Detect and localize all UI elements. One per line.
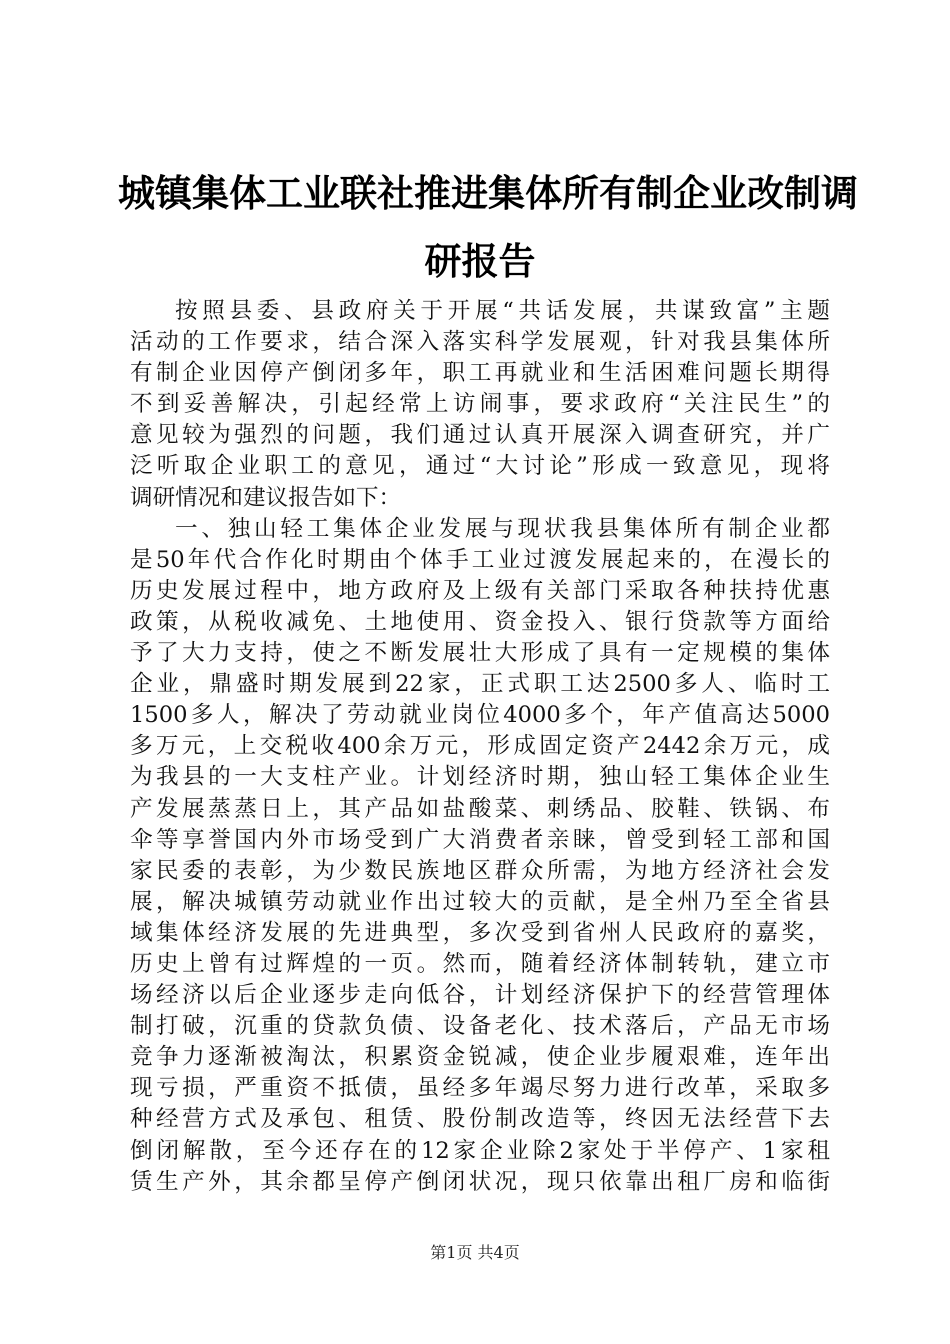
text-line: 展，解决城镇劳动就业作出过较大的贡献，是全州乃至全省县 (130, 888, 830, 915)
page-number-footer: 第1页 共4页 (430, 1243, 520, 1262)
text-line: 产发展蒸蒸日上，其产品如盐酸菜、刺绣品、胶鞋、铁锅、布 (130, 795, 830, 822)
text-line: 不到妥善解决，引起经常上访闹事，要求政府“关注民生”的 (130, 391, 830, 418)
text-line: 有制企业因停产倒闭多年，职工再就业和生活困难问题长期得 (130, 360, 830, 387)
text-line: 一、独山轻工集体企业发展与现状我县集体所有制企业都 (175, 515, 830, 542)
text-line: 域集体经济发展的先进典型，多次受到省州人民政府的嘉奖， (130, 919, 830, 946)
text-line: 予了大力支持，使之不断发展壮大形成了具有一定规模的集体 (130, 640, 830, 667)
text-line: 制打破，沉重的贷款负债、设备老化、技术落后，产品无市场 (130, 1013, 830, 1040)
text-line: 历史上曾有过辉煌的一页。然而，随着经济体制转轨，建立市 (130, 950, 830, 977)
text-line: 场经济以后企业逐步走向低谷，计划经济保护下的经营管理体 (130, 982, 830, 1009)
title-line: 城镇集体工业联社推进集体所有制企业改制调 (118, 172, 858, 215)
paragraph-intro (130, 296, 830, 514)
text-line: 家民委的表彰，为少数民族地区群众所需，为地方经济社会发 (130, 857, 830, 884)
text-line: 种经营方式及承包、租赁、股份制改造等，终因无法经营下去 (130, 1106, 830, 1133)
text-line: 意见较为强烈的问题，我们通过认真开展深入调查研究，并广 (130, 422, 830, 449)
text-line: 伞等享誉国内外市场受到广大消费者亲睐，曾受到轻工部和国 (130, 826, 830, 853)
text-line: 多万元，上交税收400余万元，形成固定资产2442余万元，成 (130, 733, 830, 760)
text-line: 是50年代合作化时期由个体手工业过渡发展起来的，在漫长的 (130, 546, 830, 573)
text-line: 赁生产外，其余都呈停产倒闭状况，现只依靠出租厂房和临街 (130, 1168, 830, 1195)
text-line: 按照县委、县政府关于开展“共话发展，共谋致富”主题 (175, 298, 830, 324)
text-line: 1500多人，解决了劳动就业岗位4000多个，年产值高达5000 (130, 702, 830, 729)
document-body (130, 296, 830, 1198)
text-line: 历史发展过程中，地方政府及上级有关部门采取各种扶持优惠 (130, 577, 830, 604)
text-line: 竞争力逐渐被淘汰，积累资金锐减，使企业步履艰难，连年出 (130, 1044, 830, 1071)
text-line: 为我县的一大支柱产业。计划经济时期，独山轻工集体企业生 (130, 764, 830, 791)
title-line: 研报告 (424, 240, 536, 283)
text-line: 企业，鼎盛时期发展到22家，正式职工达2500多人、临时工 (130, 671, 830, 698)
text-line: 活动的工作要求，结合深入落实科学发展观，针对我县集体所 (130, 329, 830, 356)
document-title (118, 160, 858, 296)
text-line: 倒闭解散，至今还存在的12家企业除2家处于半停产、1家租 (130, 1137, 830, 1164)
paragraph-section-one (130, 514, 830, 1198)
text-line: 政策，从税收减免、土地使用、资金投入、银行贷款等方面给 (130, 608, 830, 635)
text-line: 泛听取企业职工的意见，通过“大讨论”形成一致意见，现将 (130, 453, 830, 480)
text-line: 调研情况和建议报告如下： (130, 484, 402, 511)
text-line: 现亏损，严重资不抵债，虽经多年竭尽努力进行改革，采取多 (130, 1075, 830, 1102)
